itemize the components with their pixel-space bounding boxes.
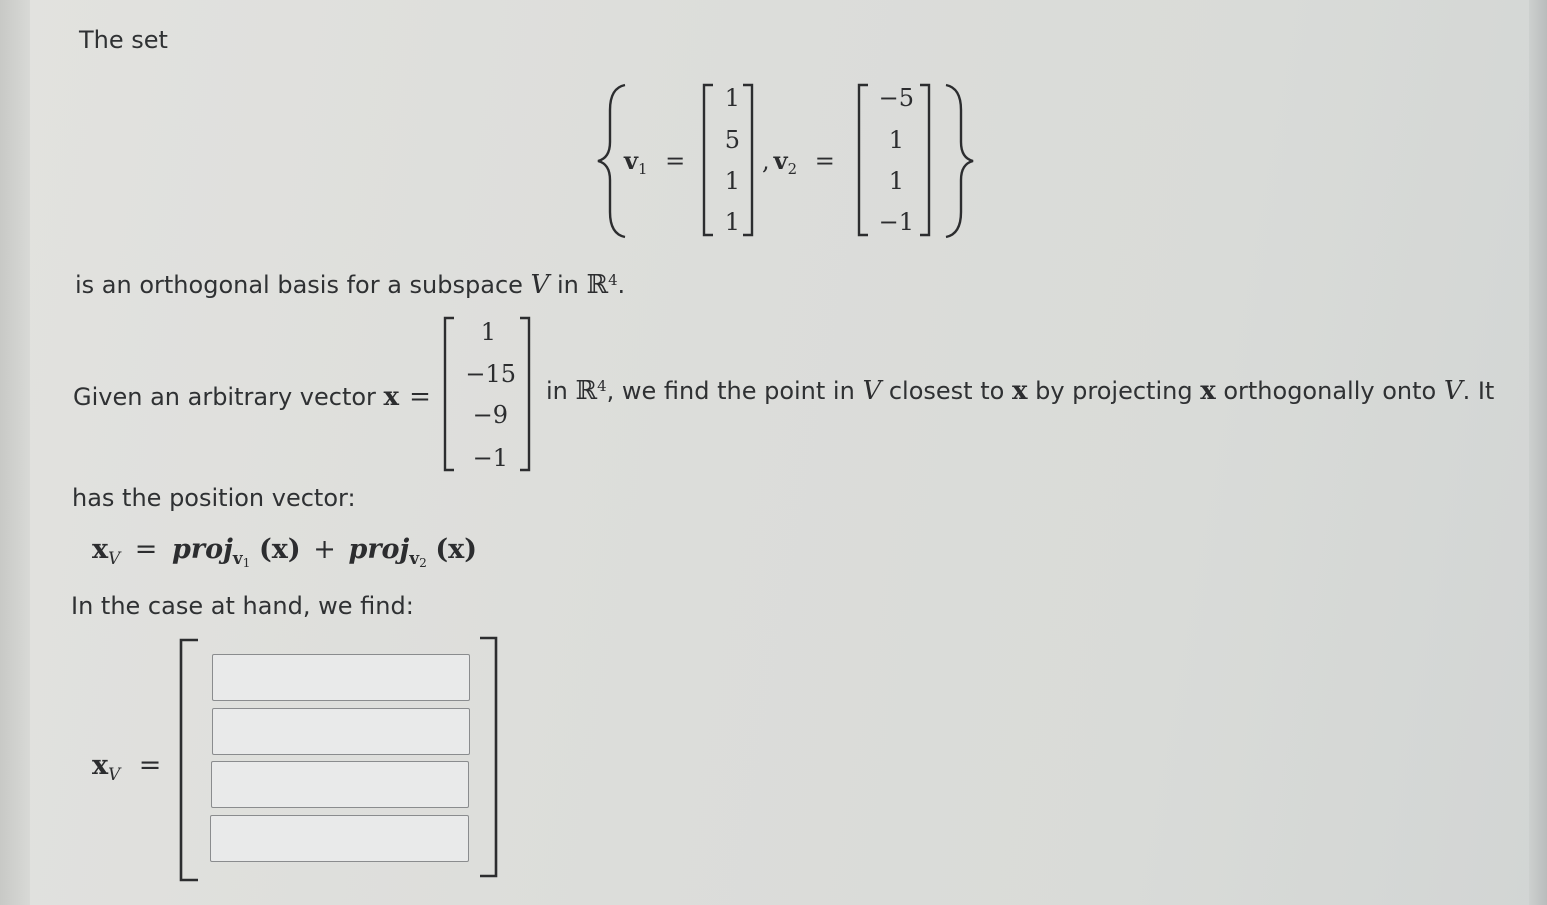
answer-field-2[interactable] [212, 708, 470, 755]
v1-entry-2: 5 [724, 126, 740, 154]
intro-text: The set [79, 26, 168, 54]
v1-entry-3: 1 [724, 167, 740, 195]
v2-label: , $v_2$ = [762, 146, 835, 179]
case-sentence: In the case at hand, we find: [71, 592, 414, 620]
x-entry-4: −1 [472, 444, 508, 472]
answer-field-4[interactable] [210, 815, 469, 862]
answer-left-bracket [181, 640, 198, 880]
v2-entry-4: −1 [878, 208, 914, 236]
x-entry-3: −9 [472, 401, 508, 429]
v2-entry-2: 1 [888, 126, 904, 154]
v1-entry-1: 1 [724, 84, 740, 112]
x-entry-1: 1 [480, 318, 496, 346]
v2-entry-1: −5 [878, 84, 914, 112]
answer-field-1[interactable] [212, 654, 470, 701]
v2-entry-3: 1 [888, 167, 904, 195]
given-prefix: Given an arbitrary vector x = [73, 382, 431, 412]
given-suffix: in ℝ$^4$, we find the point in V closest to x by projecting x orthogonally onto V. It [546, 376, 1495, 406]
position-sentence: has the position vector: [72, 484, 356, 512]
answer-label: $x_V$ = [92, 750, 162, 784]
answer-field-3[interactable] [211, 761, 469, 808]
projection-formula: $x_V$ = proj$_{v1}$ (x) + proj$_{v2}$ (x) [92, 534, 478, 570]
answer-right-bracket [480, 638, 496, 876]
v1-entry-4: 1 [724, 208, 740, 236]
v1-label: $v_1$ = [624, 146, 686, 179]
x-entry-2: −15 [465, 360, 516, 388]
basis-sentence: is an orthogonal basis for a subspace V in ℝ$^4$. [75, 270, 626, 300]
